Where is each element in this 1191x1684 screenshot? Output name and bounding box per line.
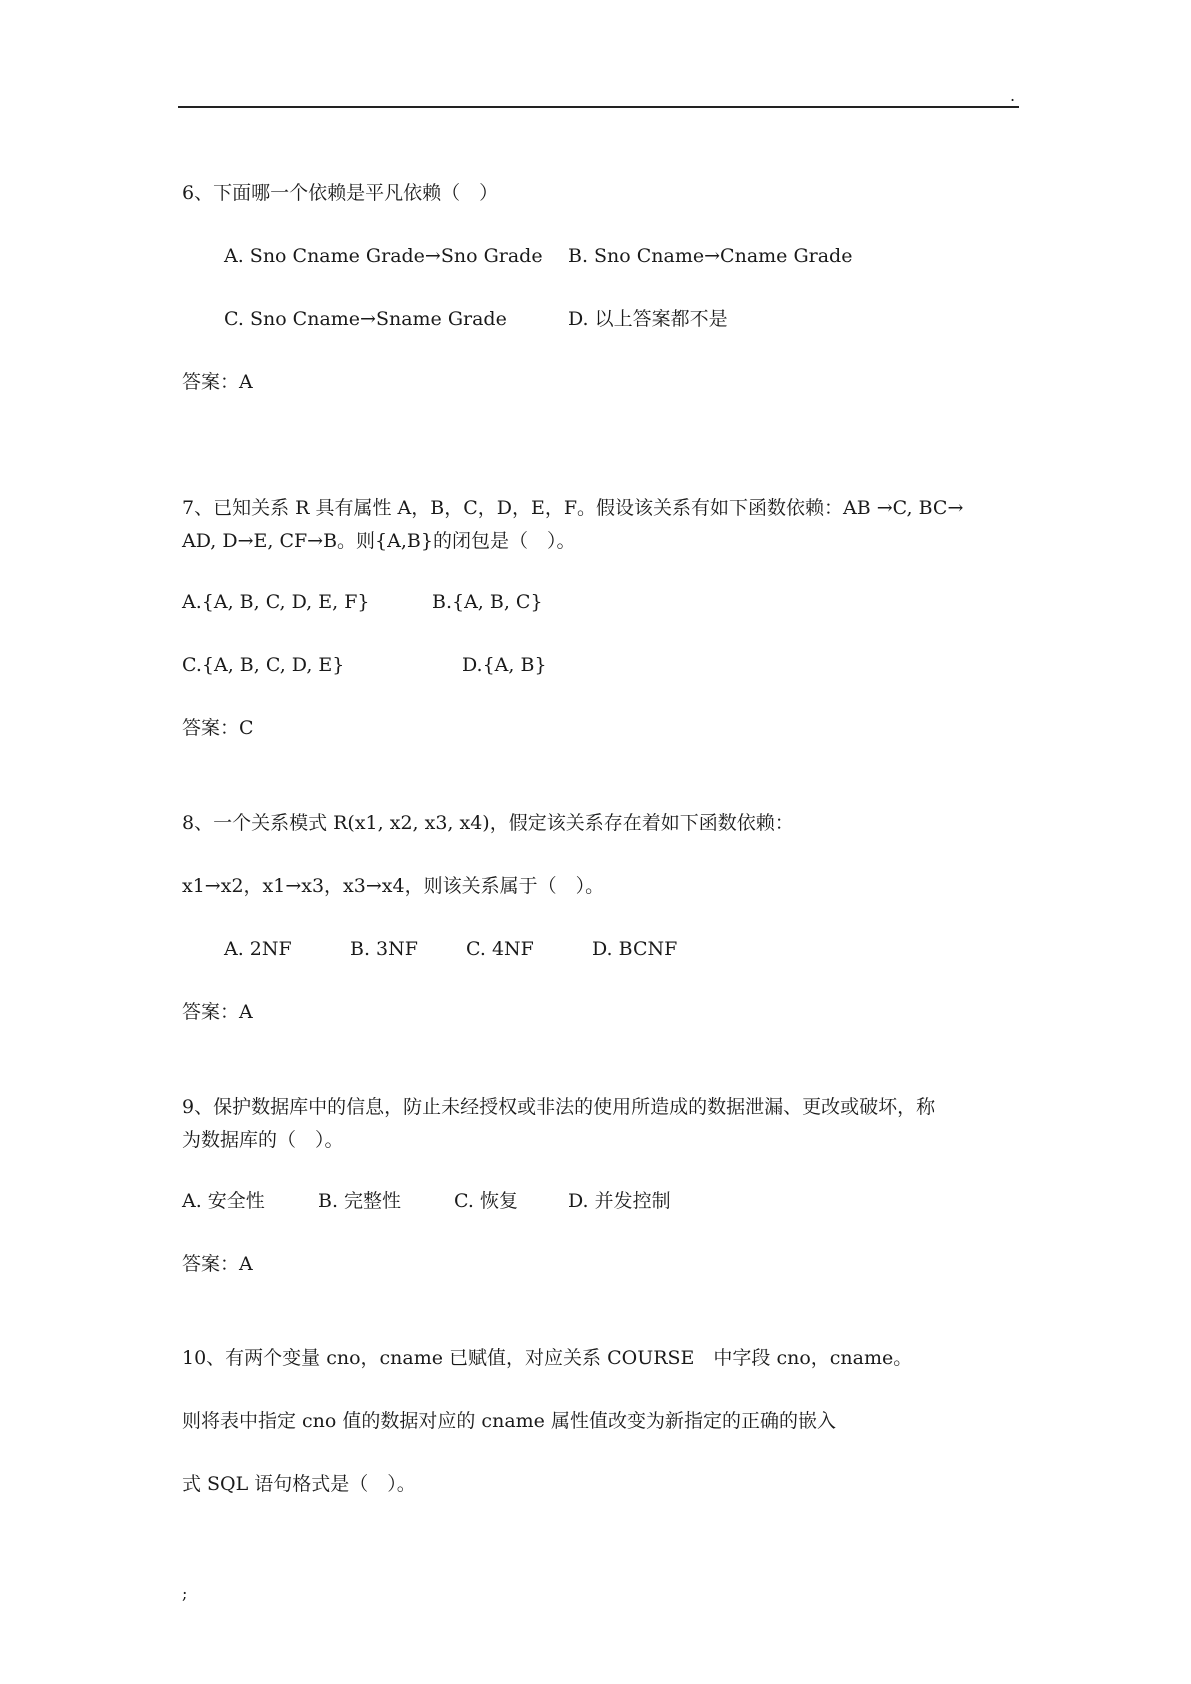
- question-7-answer: 答案：C: [182, 717, 254, 739]
- question-9-stem-line-1: 9、保护数据库中的信息，防止未经授权或非法的使用所造成的数据泄漏、更改或破坏，称: [182, 1096, 936, 1118]
- question-9-answer: 答案：A: [182, 1253, 253, 1275]
- question-6-stem: 6、下面哪一个依赖是平凡依赖（ ）: [182, 182, 499, 204]
- question-8-stem-line-2: x1→x2，x1→x3，x3→x4，则该关系属于（ ）。: [182, 875, 605, 897]
- question-6-option-c: C. Sno Cname→Sname Grade: [224, 308, 507, 330]
- question-10-stem-line-2: 则将表中指定 cno 值的数据对应的 cname 属性值改变为新指定的正确的嵌入: [182, 1410, 836, 1432]
- question-7-option-a: A.{A, B, C, D, E, F}: [182, 591, 370, 613]
- question-8-option-c: C. 4NF: [466, 938, 534, 960]
- question-8-option-d: D. BCNF: [592, 938, 678, 960]
- question-6-answer: 答案：A: [182, 371, 253, 393]
- question-7-option-d: D.{A, B}: [462, 654, 547, 676]
- question-9-option-b: B. 完整性: [318, 1190, 402, 1212]
- question-8-option-a: A. 2NF: [224, 938, 292, 960]
- question-9-option-c: C. 恢复: [454, 1190, 518, 1212]
- header-mark: .: [1010, 86, 1016, 105]
- question-8-stem-line-1: 8、一个关系模式 R(x1, x2, x3, x4)，假定该关系存在着如下函数依赖：: [182, 812, 794, 834]
- question-7-option-c: C.{A, B, C, D, E}: [182, 654, 345, 676]
- question-10-stem-line-1: 10、有两个变量 cno，cname 已赋值，对应关系 COURSE 中字段 cno，cname。: [182, 1347, 913, 1369]
- question-7-stem-line-2: AD, D→E, CF→B。则{A,B}的闭包是（ ）。: [182, 530, 576, 552]
- question-6-option-d: D. 以上答案都不是: [568, 308, 728, 330]
- footer-mark: ;: [182, 1584, 188, 1603]
- question-8-answer: 答案：A: [182, 1001, 253, 1023]
- question-8-option-b: B. 3NF: [350, 938, 418, 960]
- question-10-stem-line-3: 式 SQL 语句格式是（ ）。: [182, 1473, 416, 1495]
- question-9-stem-line-2: 为数据库的（ ）。: [182, 1129, 344, 1151]
- question-6-option-b: B. Sno Cname→Cname Grade: [568, 245, 853, 267]
- question-7-option-b: B.{A, B, C}: [432, 591, 543, 613]
- header-rule: [178, 106, 1019, 108]
- question-9-option-a: A. 安全性: [182, 1190, 265, 1212]
- question-7-stem-line-1: 7、已知关系 R 具有属性 A，B，C，D，E，F。假设该关系有如下函数依赖：AB →C, BC→: [182, 497, 964, 519]
- question-6-option-a: A. Sno Cname Grade→Sno Grade: [224, 245, 543, 267]
- question-9-option-d: D. 并发控制: [568, 1190, 671, 1212]
